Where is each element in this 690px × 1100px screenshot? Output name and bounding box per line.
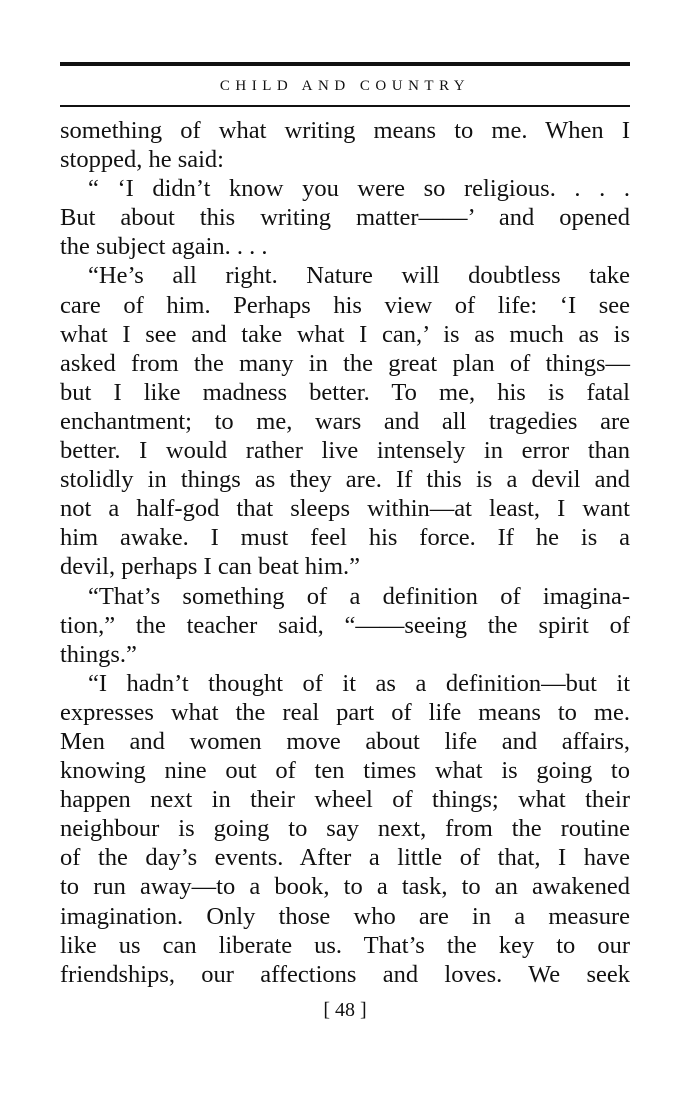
- text-line: not a half-god that sleeps within—at least, I want: [60, 495, 630, 523]
- text-line: tion,” the teacher said, “——seeing the spirit of: [60, 611, 630, 639]
- header-bottom-rule: [60, 105, 630, 107]
- text-line: “I hadn’t thought of it as a definition—but it: [88, 669, 630, 697]
- text-line: but I like madness better. To me, his is fatal: [60, 378, 630, 406]
- text-line: enchantment; to me, wars and all tragedies are: [60, 407, 630, 435]
- text-line: knowing nine out of ten times what is going to: [60, 757, 630, 785]
- text-line: things.”: [60, 640, 137, 668]
- text-line: asked from the many in the great plan of things—: [60, 349, 630, 377]
- text-line: happen next in their wheel of things; what their: [60, 786, 630, 814]
- text-line: like us can liberate us. That’s the key to our: [60, 931, 630, 959]
- text-line: friendships, our affections and loves. We seek: [60, 960, 630, 988]
- text-line: stolidly in things as they are. If this is a devil and: [60, 466, 630, 494]
- text-line: But about this writing matter——’ and opened: [60, 204, 630, 232]
- text-line: neighbour is going to say next, from the routine: [60, 815, 630, 843]
- text-line: “ ‘I didn’t know you were so religious. . . .: [88, 175, 630, 203]
- running-head: CHILD AND COUNTRY: [219, 78, 471, 94]
- body-text: [60, 116, 630, 989]
- text-line: the subject again. . . .: [60, 233, 268, 261]
- book-page: [60, 0, 630, 1100]
- text-line: “He’s all right. Nature will doubtless take: [88, 262, 630, 290]
- text-line: expresses what the real part of life means to me.: [60, 698, 630, 726]
- text-line: of the day’s events. After a little of that, I have: [60, 844, 630, 872]
- text-line: to run away—to a book, to a task, to an awakened: [60, 873, 630, 901]
- text-line: something of what writing means to me. When I: [60, 117, 630, 144]
- text-line: stopped, he said:: [60, 146, 224, 174]
- text-line: “That’s something of a definition of imagina-: [88, 582, 630, 610]
- header-top-rule: [60, 62, 630, 66]
- text-line: better. I would rather live intensely in error than: [60, 437, 630, 465]
- text-line: Men and women move about life and affairs,: [60, 727, 630, 755]
- text-line: care of him. Perhaps his view of life: ‘I see: [60, 291, 630, 319]
- text-line: him awake. I must feel his force. If he is a: [60, 524, 630, 552]
- text-line: devil, perhaps I can beat him.”: [60, 553, 361, 581]
- page-number: [ 48 ]: [323, 999, 367, 1021]
- text-line: imagination. Only those who are in a measure: [60, 902, 630, 930]
- text-line: what I see and take what I can,’ is as much as is: [60, 320, 630, 348]
